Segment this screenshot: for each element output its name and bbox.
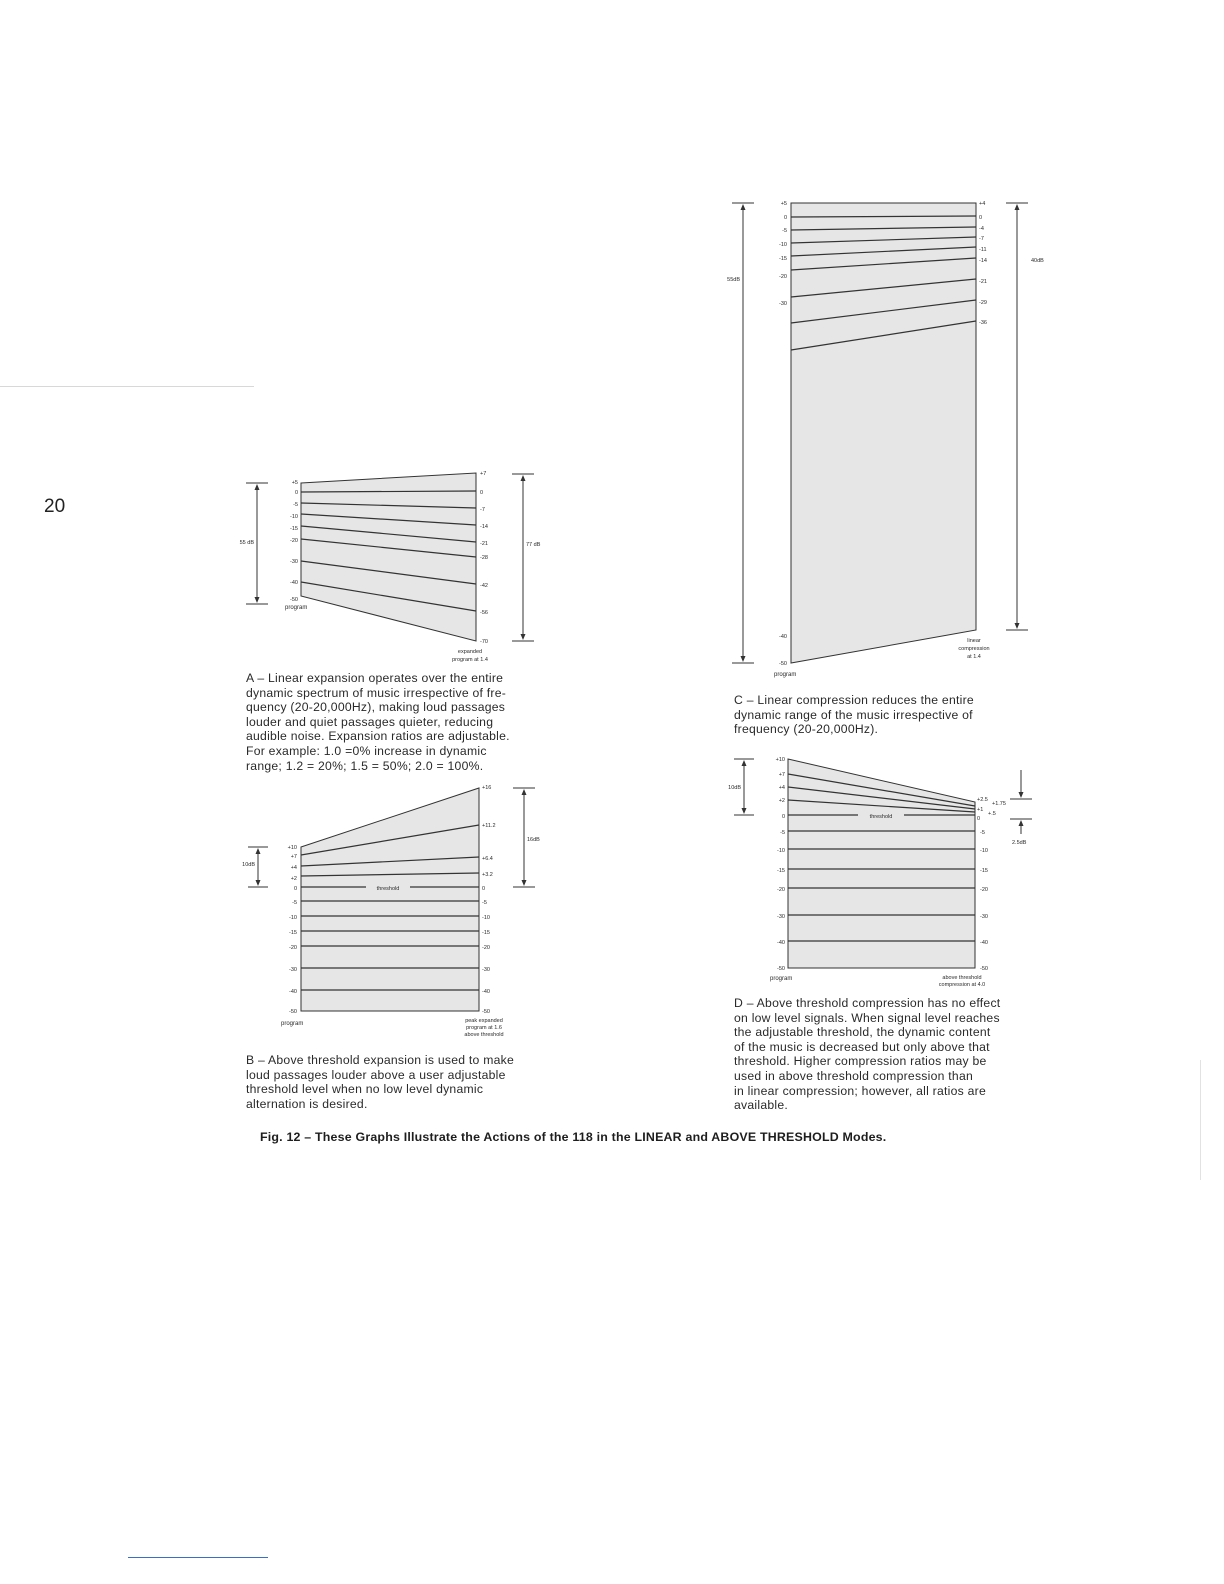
graph-b-threshold-label: threshold — [376, 886, 400, 892]
graph-c-program-label: program — [774, 672, 797, 678]
graph-d-right-tick: -20 — [980, 887, 988, 893]
graph-b-left-tick: +10 — [287, 845, 297, 851]
caption-line: loud passages louder above a user adjustable — [246, 1067, 506, 1082]
graph-c-left-range: 55dB — [727, 277, 740, 283]
graph-a-left-tick: -40 — [290, 580, 298, 586]
graph-a-left-tick: +5 — [291, 480, 298, 486]
bottom-rule — [128, 1557, 268, 1558]
graph-c-left-tick: -40 — [779, 634, 787, 640]
graph-c-left-tick: 0 — [783, 215, 787, 221]
graph-a-left-tick: -5 — [293, 502, 298, 508]
caption-line: threshold. Higher compression ratios may be — [734, 1054, 987, 1069]
graph-b-left-tick: -50 — [289, 1009, 297, 1015]
graph-b-left-tick: -20 — [289, 945, 297, 951]
graph-b-right-tick: -5 — [482, 900, 487, 906]
caption-line: the adjustable threshold, the dynamic content — [734, 1025, 991, 1040]
caption-line: A – Linear expansion operates over the entire — [246, 671, 504, 685]
edge-rule — [1200, 1060, 1201, 1180]
graph-b-output-label: above threshold — [464, 1032, 504, 1038]
graph-a-right-tick: 0 — [480, 490, 484, 496]
graph-a-right-tick: -14 — [480, 524, 488, 530]
caption-line: range; 1.2 = 20%; 1.5 = 50%; 2.0 = 100%. — [246, 758, 484, 773]
graph-b-left-tick: -10 — [289, 915, 297, 921]
graph-a-right-tick: -70 — [480, 639, 488, 645]
graph-c-output-label: compression — [958, 646, 990, 652]
graph-b-right-tick: -15 — [482, 930, 490, 936]
graph-d-left-tick: +2 — [778, 798, 785, 804]
graph-a-left-tick: -10 — [290, 514, 298, 520]
graph-b-left-tick: +7 — [290, 854, 297, 860]
graph-a-output-label: program at 1.4 — [452, 657, 488, 663]
graph-a-left-tick: -30 — [290, 559, 298, 565]
graph-b-left-range: 10dB — [242, 862, 255, 868]
graph-c-right-tick: -21 — [979, 279, 987, 285]
graph-d-left-tick: 0 — [781, 814, 785, 820]
graph-a-right-tick: -28 — [480, 555, 488, 561]
graph-b-right-tick: -10 — [482, 915, 490, 921]
caption-line: dynamic range of the music irrespective of — [734, 707, 973, 722]
graph-c-right-tick: -11 — [979, 247, 987, 253]
graph-b-right-tick: +11.2 — [482, 823, 496, 829]
graph-c-left-tick: -15 — [779, 256, 787, 262]
graph-d-output-label: above threshold — [942, 975, 982, 981]
graph-b — [240, 778, 560, 1040]
graph-c-output-label: linear — [967, 638, 981, 644]
graph-b-right-tick: 0 — [482, 886, 486, 892]
graph-d-right-tick: -15 — [980, 868, 988, 874]
graph-b-right-tick: +16 — [482, 785, 492, 791]
caption-line: B – Above threshold expansion is used to make — [246, 1053, 515, 1067]
graph-b-left-tick: +2 — [290, 876, 297, 882]
graph-d-program-label: program — [770, 976, 793, 982]
graph-b-right-tick: -50 — [482, 1009, 490, 1015]
graph-d-right-tick: +2.5 — [977, 797, 988, 803]
graph-c-right-tick: -4 — [979, 226, 984, 232]
caption-line: frequency (20-20,000Hz). — [734, 722, 879, 737]
graph-d-left-tick: -40 — [777, 940, 785, 946]
graph-d-left-tick: -10 — [777, 848, 785, 854]
graph-b-output-label: program at 1.6 — [466, 1025, 502, 1031]
graph-d-threshold-label: threshold — [869, 814, 893, 820]
graph-b-left-tick: -30 — [289, 967, 297, 973]
graph-d-left-tick: +4 — [778, 785, 785, 791]
graph-a — [236, 466, 556, 670]
graph-d-right-tick: -30 — [980, 914, 988, 920]
graph-c-right-tick: -14 — [979, 258, 987, 264]
graph-d-output-label: compression at 4.0 — [938, 982, 986, 988]
graph-d — [726, 752, 1046, 988]
caption-line: of the music is decreased but only above that — [734, 1039, 990, 1054]
graph-d-right-tick: +1.75 — [992, 801, 1006, 807]
graph-b-right-tick: +3.2 — [482, 872, 493, 878]
graph-d-left-tick: -20 — [777, 887, 785, 893]
caption-line: used in above threshold compression than — [734, 1068, 973, 1083]
graph-d-left-tick: -5 — [780, 830, 785, 836]
graph-c-right-tick: -29 — [979, 300, 987, 306]
top-rule — [0, 386, 254, 387]
graph-b-right-tick: +6.4 — [482, 856, 493, 862]
graph-a-left-range: 55 dB — [239, 540, 254, 546]
graph-d-right-tick: +1 — [977, 807, 984, 813]
caption-line: For example: 1.0 =0% increase in dynamic — [246, 743, 487, 758]
graph-b-right-tick: -20 — [482, 945, 490, 951]
caption-line: C – Linear compression reduces the entire — [734, 693, 974, 707]
graph-c-left-tick: -10 — [779, 242, 787, 248]
graph-d-left-tick: -15 — [777, 868, 785, 874]
graph-c — [726, 194, 1046, 680]
graph-a-left-tick: -50 — [290, 597, 298, 603]
graph-b-left-tick: 0 — [293, 886, 297, 892]
graph-a-output-label: expanded — [457, 649, 483, 655]
graph-c-right-tick: +4 — [979, 201, 986, 207]
graph-b-caption — [246, 1053, 514, 1111]
graph-d-left-tick: -50 — [777, 966, 785, 972]
graph-d-right-tick: -40 — [980, 940, 988, 946]
graph-b-left-tick: -5 — [292, 900, 297, 906]
caption-line: louder and quiet passages quieter, reducing — [246, 714, 494, 729]
graph-a-left-tick: 0 — [294, 490, 298, 496]
graph-d-caption — [734, 996, 1000, 1113]
graph-a-right-tick: -21 — [480, 541, 488, 547]
caption-line: alternation is desired. — [246, 1096, 368, 1111]
graph-d-left-tick: +7 — [778, 772, 785, 778]
caption-line: threshold level when no low level dynamic — [246, 1082, 484, 1097]
graph-c-left-tick: -20 — [779, 274, 787, 280]
graph-b-left-tick: -15 — [289, 930, 297, 936]
graph-a-program-label: program — [285, 605, 308, 611]
graph-d-right-tick: 0 — [977, 816, 981, 822]
graph-a-right-tick: -7 — [480, 507, 485, 513]
graph-a-right-tick: +7 — [480, 471, 487, 477]
caption-line: dynamic spectrum of music irrespective of fre- — [246, 685, 507, 700]
graph-b-output-label: peak expanded — [465, 1018, 503, 1024]
graph-c-left-tick: +5 — [780, 201, 787, 207]
graph-b-program-label: program — [281, 1021, 304, 1027]
caption-line: audible noise. Expansion ratios are adjustable. — [246, 729, 510, 744]
graph-d-left-tick: -30 — [777, 914, 785, 920]
graph-b-right-tick: -40 — [482, 989, 490, 995]
graph-a-right-tick: -56 — [480, 610, 488, 616]
graph-b-right-range: 16dB — [527, 837, 540, 843]
graph-b-left-tick: +4 — [290, 865, 297, 871]
caption-line: D – Above threshold compression has no effect — [734, 996, 1001, 1010]
graph-d-right-tick: -10 — [980, 848, 988, 854]
graph-a-left-tick: -20 — [290, 538, 298, 544]
graph-d-right-tick: -50 — [980, 966, 988, 972]
graph-d-right-tick: +.5 — [988, 811, 996, 817]
graph-c-left-tick: -5 — [782, 228, 787, 234]
graph-b-left-tick: -40 — [289, 989, 297, 995]
figure-caption: Fig. 12 – These Graphs Illustrate the Actions of the 118 in the LINEAR and ABOVE THRESHOLD Modes. — [260, 1130, 887, 1144]
caption-line: on low level signals. When signal level reaches — [734, 1010, 1000, 1025]
graph-d-right-range: 2.5dB — [1012, 840, 1027, 846]
caption-line: quency (20-20,000Hz), making loud passages — [246, 700, 506, 715]
caption-line: in linear compression; however, all ratios are — [734, 1083, 986, 1098]
graph-d-left-tick: +10 — [775, 757, 785, 763]
graph-d-left-range: 10dB — [728, 785, 741, 791]
graph-a-right-tick: -42 — [480, 583, 488, 589]
graph-c-left-tick: -30 — [779, 301, 787, 307]
graph-c-left-tick: -50 — [779, 661, 787, 667]
graph-b-right-tick: -30 — [482, 967, 490, 973]
graph-d-right-tick: -5 — [980, 830, 985, 836]
graph-c-right-tick: 0 — [979, 215, 983, 221]
graph-a-left-tick: -15 — [290, 526, 298, 532]
page-number: 20 — [44, 496, 66, 517]
graph-c-right-range: 40dB — [1031, 258, 1044, 264]
graph-c-caption — [734, 693, 974, 737]
graph-c-right-tick: -7 — [979, 236, 984, 242]
graph-a-caption — [246, 671, 510, 773]
graph-c-output-label: at 1.4 — [967, 654, 981, 660]
graph-c-right-tick: -36 — [979, 320, 987, 326]
caption-line: available. — [734, 1098, 788, 1113]
graph-a-right-range: 77 dB — [526, 542, 541, 548]
